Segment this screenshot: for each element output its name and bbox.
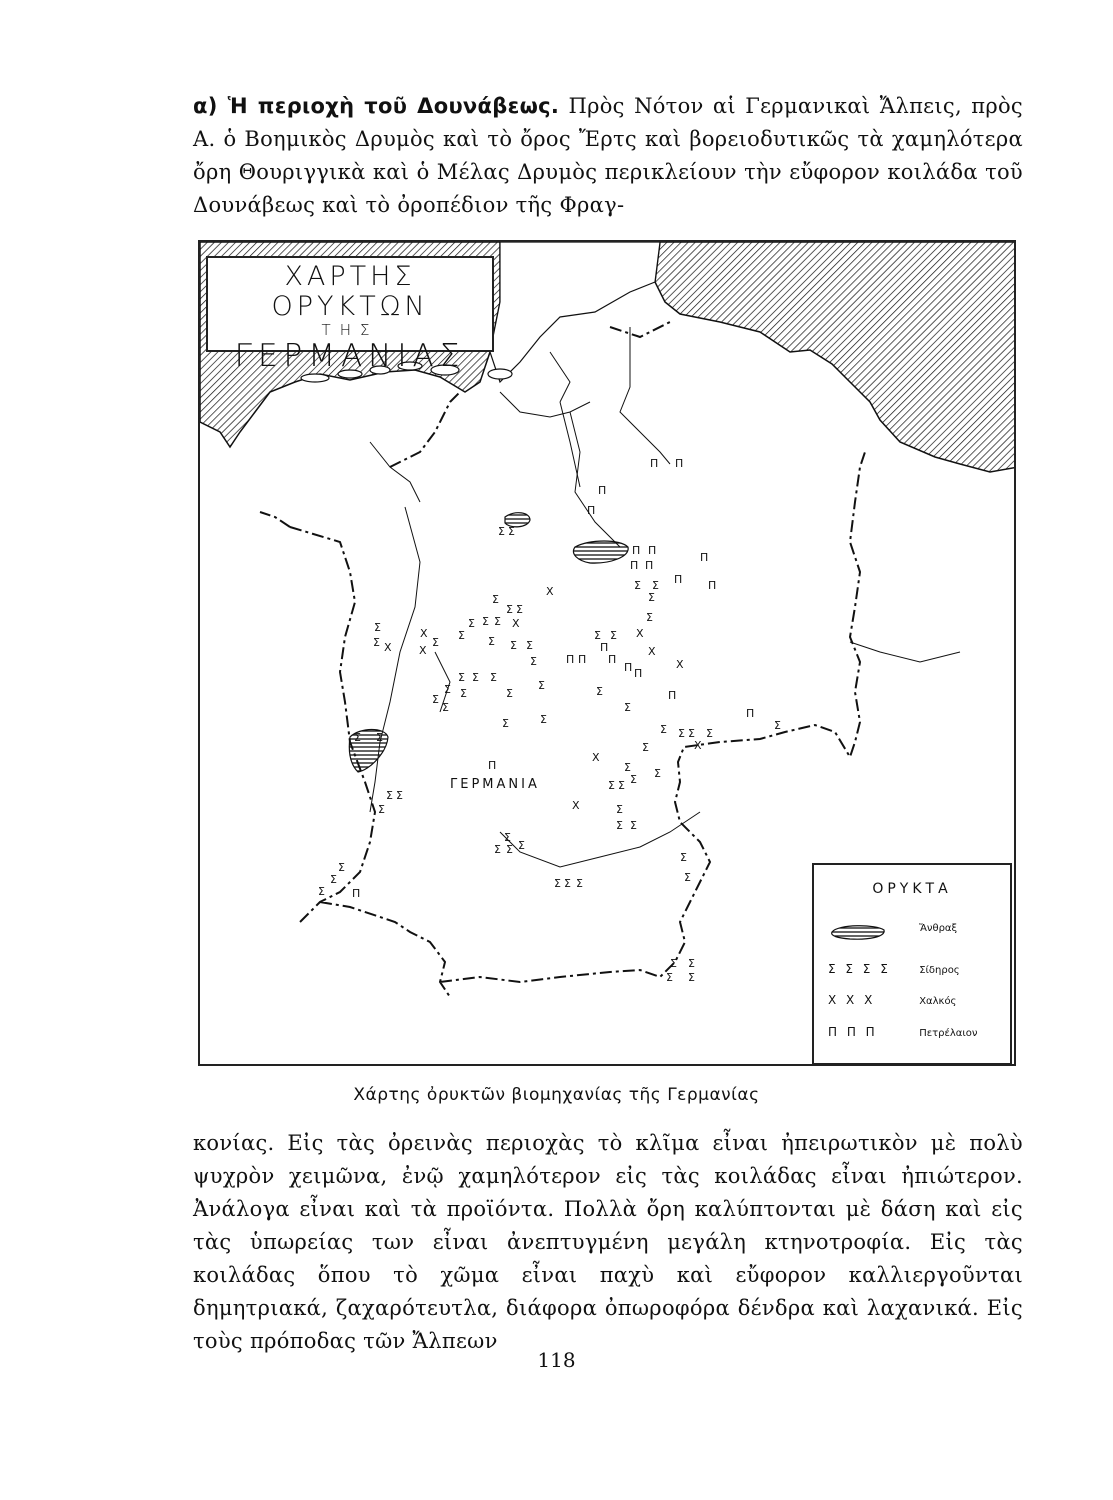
iron-deposit-marker: Σ <box>432 636 439 649</box>
iron-deposit-marker: Σ <box>576 877 583 890</box>
iron-deposit-marker: Σ <box>354 731 361 744</box>
iron-deposit-marker: Σ <box>458 671 465 684</box>
legend-title: ΟΡΥΚΤΑ <box>872 881 952 897</box>
iron-deposit-marker: Σ <box>688 971 695 984</box>
copper-deposit-marker: Χ <box>694 739 702 752</box>
oil-deposit-marker: Π <box>630 559 639 572</box>
legend-label-copper: Χαλκός <box>919 996 957 1007</box>
iron-deposit-marker: Σ <box>518 839 525 852</box>
iron-deposit-marker: Σ <box>654 767 661 780</box>
iron-deposit-marker: Σ <box>684 871 691 884</box>
copper-deposit-marker: Χ <box>676 658 684 671</box>
iron-deposit-marker: Σ <box>642 741 649 754</box>
iron-deposit-marker: Σ <box>396 789 403 802</box>
iron-deposit-marker: Σ <box>506 603 513 616</box>
legend-row-coal <box>828 923 957 934</box>
iron-deposit-marker: Σ <box>494 615 501 628</box>
iron-deposit-marker: Σ <box>330 873 337 886</box>
iron-deposit-marker: Σ <box>338 861 345 874</box>
oil-deposit-marker: Π <box>648 544 657 557</box>
iron-deposit-marker: Σ <box>564 877 571 890</box>
oil-deposit-marker: Π <box>632 544 641 557</box>
copper-deposit-marker: Χ <box>419 644 427 657</box>
iron-deposit-marker: Σ <box>660 723 667 736</box>
iron-deposit-marker: Σ <box>540 713 547 726</box>
iron-deposit-marker: Σ <box>498 525 505 538</box>
iron-deposit-marker: Σ <box>506 843 513 856</box>
legend-label-oil: Πετρέλαιον <box>919 1028 978 1039</box>
oil-deposit-marker: Π <box>708 579 717 592</box>
oil-deposit-marker: Π <box>674 573 683 586</box>
iron-deposit-marker: Σ <box>680 851 687 864</box>
iron-deposit-marker: Σ <box>530 655 537 668</box>
frontier-line <box>260 392 865 997</box>
iron-deposit-marker: Σ <box>526 639 533 652</box>
bottom-paragraph: κονίας. Εἰς τὰς ὀρεινὰς περιοχὰς τὸ κλῖμα εἶναι ἠπειρωτικὸν μὲ πολὺ ψυχρὸν χειμῶνα, ἐνῷ χαμηλότερον εἰς τὰς κοιλάδας εἶναι ἠπιώτερον. Ἀνάλογα εἶναι καὶ τὰ προϊόντα. Πολλὰ ὄρη καλύπτονται μὲ δάση καὶ εἰς τὰς ὑπωρείας των εἶναι ἀνεπτυγμένη μεγάλη κτηνοτροφία. Εἰς τὰς κοιλάδας ὅπου τὸ χῶμα εἶναι παχὺ καὶ εὔφορον καλλιεργοῦνται δημητριακά, ζαχαρότευτλα, διάφορα ὀπωροφόρα δένδρα καὶ λαχανικά. Εἰς τοὺς πρόποδας τῶν Ἄλπεων <box>193 1131 1023 1353</box>
iron-deposit-marker: Σ <box>472 671 479 684</box>
oil-deposit-marker: Π <box>645 559 654 572</box>
iron-deposit-marker: Σ <box>492 593 499 606</box>
germany-minerals-map <box>198 240 1016 1066</box>
oil-deposit-marker: Π <box>578 653 587 666</box>
top-paragraph <box>193 90 1023 222</box>
iron-deposit-marker: Σ <box>318 885 325 898</box>
legend-label-coal: Ἄνθραξ <box>919 923 958 934</box>
oil-deposit-marker: Π <box>488 759 497 772</box>
legend-row-iron <box>828 962 960 976</box>
map-title <box>206 256 494 374</box>
map-title-line2: ΤΗΣ <box>321 321 379 339</box>
map-title-line1: ΧΑΡΤΗΣ ΟΡΥΚΤΩΝ <box>271 261 429 322</box>
iron-deposit-marker: Σ <box>618 779 625 792</box>
iron-deposit-marker: Σ <box>510 639 517 652</box>
copper-deposit-marker: Χ <box>636 627 644 640</box>
iron-deposit-marker: Σ <box>666 971 673 984</box>
iron-deposit-marker: Σ <box>374 621 381 634</box>
iron-deposit-marker: Σ <box>502 717 509 730</box>
iron-deposit-marker: Σ <box>688 727 695 740</box>
iron-deposit-marker: Σ <box>616 803 623 816</box>
legend-row-oil <box>828 1025 977 1039</box>
iron-deposit-marker: Σ <box>538 679 545 692</box>
iron-deposit-marker: Σ <box>646 611 653 624</box>
iron-deposit-marker: Σ <box>378 803 385 816</box>
iron-deposit-marker: Σ <box>624 701 631 714</box>
oil-deposit-marker: Π <box>675 457 684 470</box>
iron-deposit-marker: Σ <box>506 687 513 700</box>
oil-deposit-marker: Π <box>668 689 677 702</box>
iron-deposit-marker: Σ <box>444 683 451 696</box>
iron-deposit-marker: Σ <box>670 957 677 970</box>
top-paragraph-text: Πρὸς Νότον αἱ Γερμανικαὶ Ἄλπεις, πρὸς Α. ὁ Βοημικὸς Δρυμὸς καὶ τὸ ὄρος Ἔρτς καὶ βορειοδυτικῶς τὰ χαμηλότερα ὄρη Θουριγγικὰ καὶ ὁ Μέλας Δρυμὸς περικλείουν τὴν εὔφορον κοιλάδα τοῦ Δουνάβεως καὶ τὸ ὀροπέδιον τῆς Φραγ- <box>193 94 1023 217</box>
oil-deposit-marker: Π <box>634 667 643 680</box>
map-caption: Χάρτης ὀρυκτῶν βιομηχανίας τῆς Γερμανίας <box>353 1085 760 1105</box>
copper-deposit-marker: Χ <box>512 617 520 630</box>
oil-deposit-marker: Π <box>608 653 617 666</box>
iron-deposit-marker: Σ <box>706 727 713 740</box>
iron-deposit-marker: Σ <box>648 591 655 604</box>
oil-deposit-marker: Π <box>566 653 575 666</box>
iron-deposit-marker: Σ <box>624 761 631 774</box>
copper-deposit-marker: Χ <box>592 751 600 764</box>
iron-deposit-marker: Σ <box>774 719 781 732</box>
iron-deposit-marker: Σ <box>652 579 659 592</box>
iron-deposit-marker: Σ <box>432 693 439 706</box>
section-heading: α) Ἡ περιοχὴ τοῦ Δουνάβεως. <box>193 94 560 118</box>
country-label: ΓΕΡΜΑΝΙΑ <box>450 777 540 792</box>
oil-deposit-marker: Π <box>650 457 659 470</box>
legend-symbol-iron: Σ Σ Σ Σ <box>828 962 891 976</box>
iron-deposit-marker: Σ <box>630 819 637 832</box>
iron-deposit-marker: Σ <box>610 629 617 642</box>
oil-deposit-marker: Π <box>352 887 361 900</box>
iron-deposit-marker: Σ <box>468 617 475 630</box>
map-title-line3: ΓΕΡΜΑΝΙΑΣ <box>234 338 466 374</box>
iron-deposit-marker: Σ <box>634 579 641 592</box>
copper-deposit-marker: Χ <box>572 799 580 812</box>
iron-deposit-marker: Σ <box>554 877 561 890</box>
coal-fields <box>349 513 868 907</box>
copper-deposit-marker: Χ <box>420 627 428 640</box>
iron-deposit-marker: Σ <box>458 629 465 642</box>
oil-deposit-marker: Π <box>600 641 609 654</box>
legend-row-copper <box>828 993 956 1007</box>
iron-deposit-marker: Σ <box>376 731 383 744</box>
oil-deposit-marker: Π <box>598 484 607 497</box>
iron-deposit-marker: Σ <box>616 819 623 832</box>
iron-deposit-marker: Σ <box>630 773 637 786</box>
oil-deposit-marker: Π <box>587 504 596 517</box>
copper-deposit-marker: Χ <box>648 645 656 658</box>
legend-label-iron: Σίδηρος <box>919 965 960 976</box>
iron-deposit-marker: Σ <box>516 603 523 616</box>
iron-deposit-marker: Σ <box>373 636 380 649</box>
minerals-legend <box>812 863 1012 1065</box>
iron-deposit-marker: Σ <box>442 701 449 714</box>
oil-deposit-marker: Π <box>700 551 709 564</box>
oil-deposit-marker: Π <box>624 661 633 674</box>
iron-deposit-marker: Σ <box>494 843 501 856</box>
iron-deposit-marker: Σ <box>504 831 511 844</box>
legend-symbol-oil: Π Π Π <box>828 1025 878 1039</box>
iron-deposit-marker: Σ <box>608 779 615 792</box>
iron-deposit-marker: Σ <box>594 629 601 642</box>
iron-deposit-marker: Σ <box>460 687 467 700</box>
iron-deposit-marker: Σ <box>386 789 393 802</box>
iron-deposit-marker: Σ <box>508 525 515 538</box>
iron-deposit-marker: Σ <box>488 635 495 648</box>
baltic-sea <box>655 242 1016 472</box>
iron-deposit-marker: Σ <box>490 671 497 684</box>
iron-deposit-marker: Σ <box>596 685 603 698</box>
iron-deposit-marker: Σ <box>678 727 685 740</box>
iron-deposit-marker: Σ <box>482 615 489 628</box>
legend-symbol-copper: Χ Χ Χ <box>828 993 876 1007</box>
iron-deposit-marker: Σ <box>688 957 695 970</box>
oil-deposit-marker: Π <box>746 707 755 720</box>
page-number: 118 <box>537 1348 576 1372</box>
copper-deposit-marker: Χ <box>384 641 392 654</box>
copper-deposit-marker: Χ <box>546 585 554 598</box>
